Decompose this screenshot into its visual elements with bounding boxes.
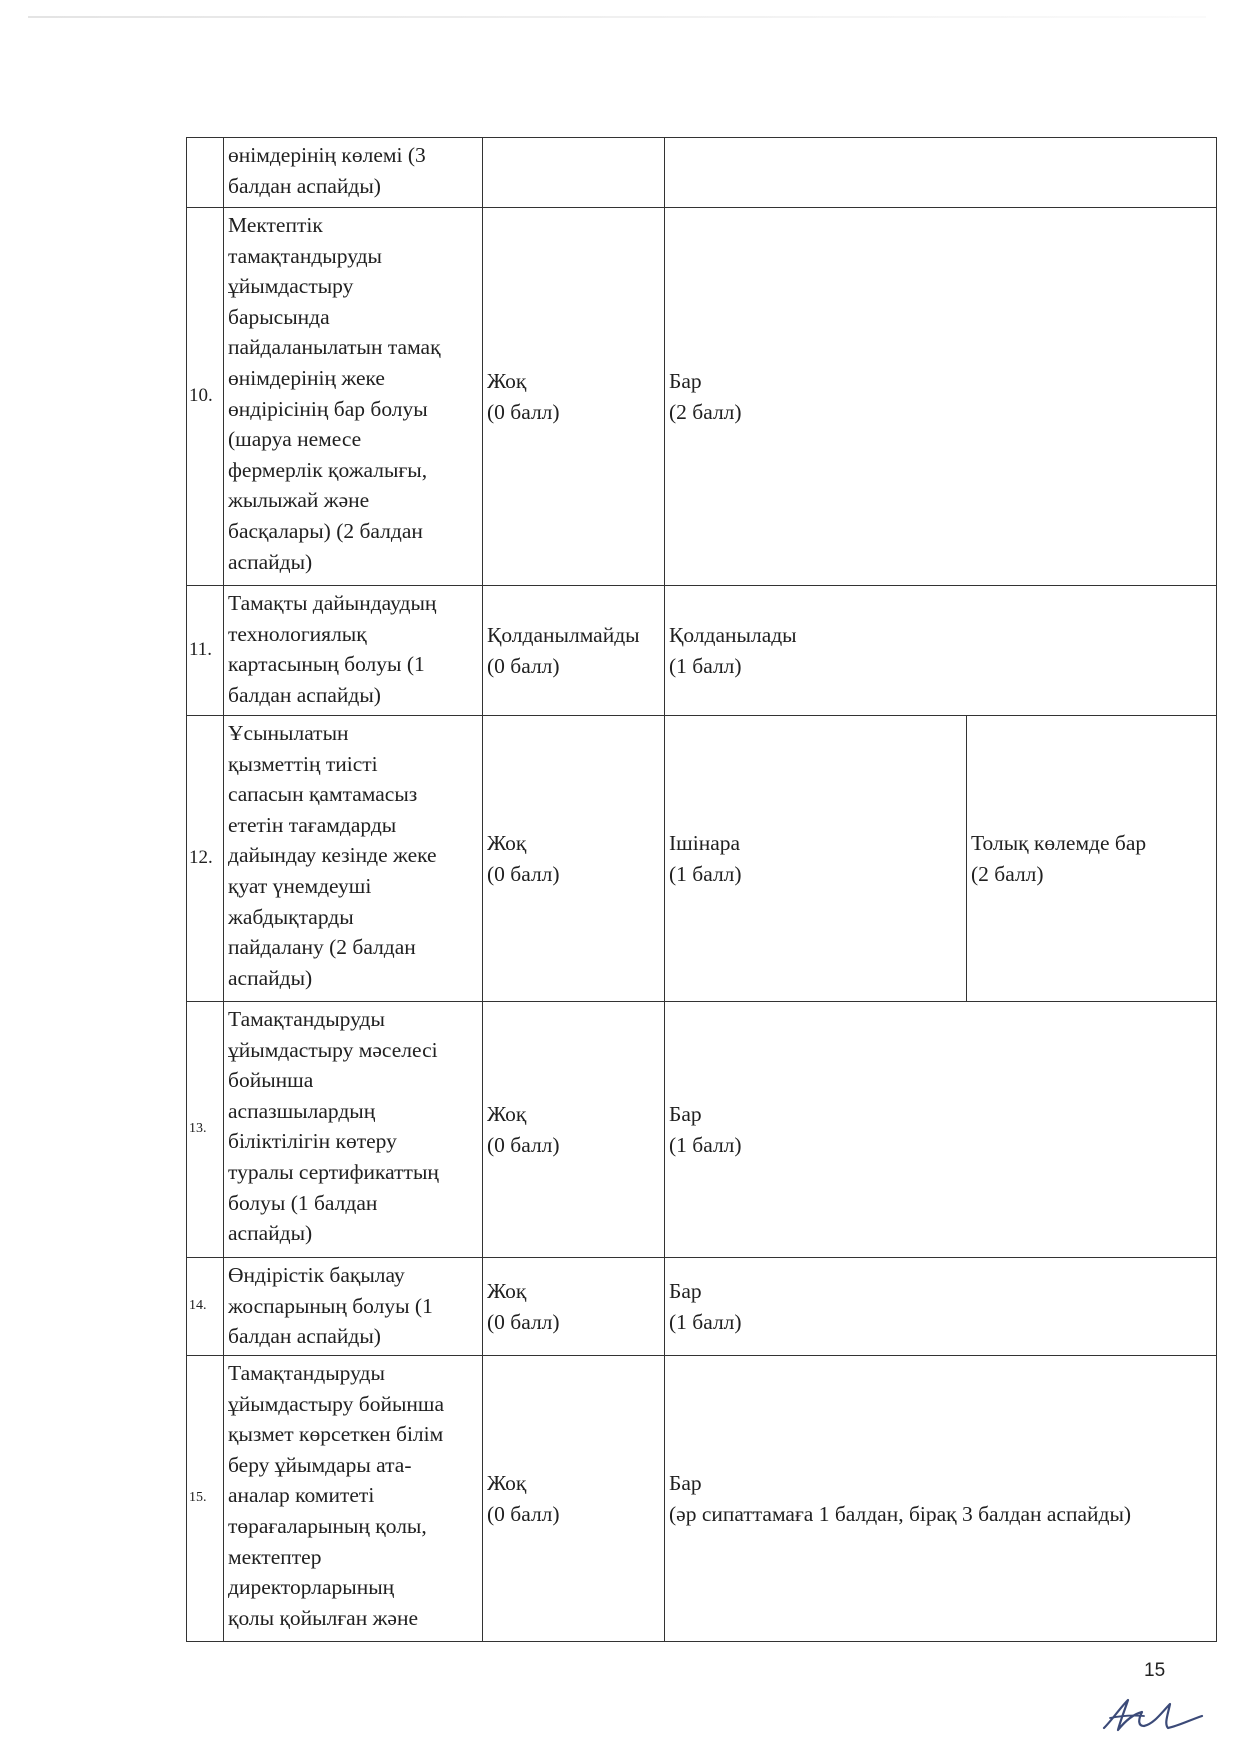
criterion-cell (224, 208, 483, 586)
criterion-line: ететін тағамдарды (228, 812, 397, 837)
criterion-line: аспайды) (228, 1221, 313, 1246)
option-score: (0 балл) (487, 1132, 560, 1157)
table-row (187, 716, 1217, 1002)
option-cell (483, 716, 665, 1002)
signature-mark (1098, 1690, 1208, 1740)
criterion-line: аспайды) (228, 965, 313, 990)
criterion-line: болуы (1 балдан (228, 1190, 378, 1215)
option-label: Жоқ (487, 1278, 527, 1303)
criterion-line: барысында (228, 304, 330, 329)
option-label: Жоқ (487, 1101, 527, 1126)
criterion-cell (224, 1002, 483, 1258)
criterion-line: мектептер (228, 1544, 322, 1569)
table-row (187, 138, 1217, 208)
criterion-line: картасының болуы (1 (228, 652, 425, 677)
option-score: (0 балл) (487, 1501, 560, 1526)
option-label: Жоқ (487, 830, 527, 855)
table-row (187, 1258, 1217, 1356)
table-row (187, 1002, 1217, 1258)
option-label: Бар (669, 368, 702, 393)
option-cell (483, 208, 665, 586)
criteria-table (186, 137, 1217, 1642)
criterion-line: фермерлік қожалығы, (228, 457, 428, 482)
table-row (187, 208, 1217, 586)
criterion-line: дайындау кезінде жеке (228, 843, 437, 868)
criterion-line: аспазшылардың (228, 1098, 376, 1123)
criterion-cell (224, 138, 483, 208)
criterion-line: беру ұйымдары ата- (228, 1452, 412, 1477)
criterion-line: біліктілігін көтеру (228, 1129, 397, 1154)
criterion-line: жабдықтарды (228, 904, 354, 929)
criterion-line: технологиялық (228, 621, 367, 646)
criterion-line: балдан аспайды) (228, 173, 381, 198)
criterion-line: ұйымдастыру мәселесі (228, 1037, 438, 1062)
option-label: Қолданылады (669, 622, 797, 647)
option-score: (1 балл) (669, 861, 742, 886)
row-number: 12. (187, 716, 224, 1002)
criterion-line: Өндірістік бақылау (228, 1263, 405, 1287)
option-cell (483, 138, 665, 208)
page-top-edge (28, 16, 1206, 18)
criterion-line: өнімдерінің жеке (228, 365, 385, 390)
option-label: Толық көлемде бар (971, 830, 1147, 855)
criterion-line: жылыжай және (228, 488, 370, 513)
option-cell (483, 1002, 665, 1258)
criterion-line: директорларының (228, 1575, 395, 1600)
option-label: Бар (669, 1470, 702, 1495)
option-cell (665, 1356, 1217, 1642)
option-score: (әр сипаттамаға 1 балдан, бірақ 3 балдан аспайды) (669, 1501, 1132, 1526)
row-number: 15. (187, 1356, 224, 1642)
table-row (187, 1356, 1217, 1642)
criterion-line: балдан аспайды) (228, 682, 381, 707)
criterion-line: төрағаларының қолы, (228, 1513, 427, 1538)
criterion-line: өнімдерінің көлемі (3 (228, 143, 426, 167)
option-cell (665, 208, 1217, 586)
option-score: (1 балл) (669, 653, 742, 678)
criterion-cell (224, 716, 483, 1002)
criterion-line: Мектептік (228, 213, 323, 237)
criterion-line: туралы сертификаттың (228, 1159, 439, 1184)
option-score: (1 балл) (669, 1309, 742, 1334)
option-score: (2 балл) (669, 399, 742, 424)
criterion-line: пайдаланылатын тамақ (228, 335, 441, 360)
criterion-line: қызмет көрсеткен білім (228, 1422, 444, 1447)
criterion-line: (шаруа немесе (228, 427, 362, 452)
row-number (187, 138, 224, 208)
option-score: (0 балл) (487, 861, 560, 886)
option-cell (483, 586, 665, 716)
option-label: Бар (669, 1101, 702, 1126)
option-label: Жоқ (487, 368, 527, 393)
option-score: (0 балл) (487, 653, 560, 678)
row-number: 13. (187, 1002, 224, 1258)
table-row (187, 586, 1217, 716)
option-score: (0 балл) (487, 1309, 560, 1334)
criterion-cell (224, 586, 483, 716)
criterion-line: бойынша (228, 1068, 314, 1093)
criterion-line: балдан аспайды) (228, 1324, 381, 1349)
option-cell (967, 716, 1217, 1002)
row-number: 14. (187, 1258, 224, 1356)
option-score: (0 балл) (487, 399, 560, 424)
option-cell (665, 1258, 1217, 1356)
option-cell (665, 586, 1217, 716)
option-cell (665, 138, 1217, 208)
criterion-line: пайдалану (2 балдан (228, 935, 416, 960)
page-number: 15 (1144, 1660, 1166, 1681)
option-score: (2 балл) (971, 861, 1044, 886)
criterion-cell (224, 1356, 483, 1642)
row-number: 11. (187, 586, 224, 716)
option-label: Қолданылмайды (487, 622, 640, 647)
option-label: Ішінара (669, 830, 741, 855)
criterion-line: Ұсынылатын (228, 721, 349, 745)
criterion-line: қолы қойылған және (228, 1605, 419, 1630)
criterion-line: қызметтің тиісті (228, 751, 378, 776)
criterion-line: жоспарының болуы (1 (228, 1293, 433, 1318)
criterion-line: Тамақты дайындаудың (228, 591, 437, 615)
criterion-line: ұйымдастыру бойынша (228, 1391, 445, 1416)
criterion-line: тамақтандыруды (228, 243, 382, 268)
option-cell (665, 716, 967, 1002)
criterion-line: сапасын қамтамасыз (228, 782, 418, 807)
criterion-line: аспайды) (228, 549, 313, 574)
criterion-cell (224, 1258, 483, 1356)
option-score: (1 балл) (669, 1132, 742, 1157)
row-number: 10. (187, 208, 224, 586)
criterion-line: қуат үнемдеуші (228, 873, 372, 898)
option-label: Жоқ (487, 1470, 527, 1495)
option-cell (483, 1356, 665, 1642)
option-label: Бар (669, 1278, 702, 1303)
criterion-line: өндірісінің бар болуы (228, 396, 428, 421)
criterion-line: ұйымдастыру (228, 274, 354, 299)
option-cell (665, 1002, 1217, 1258)
criterion-line: басқалары) (2 балдан (228, 518, 423, 543)
criterion-line: аналар комитеті (228, 1483, 375, 1508)
criterion-line: Тамақтандыруды (228, 1007, 385, 1031)
option-cell (483, 1258, 665, 1356)
criterion-line: Тамақтандыруды (228, 1361, 385, 1385)
